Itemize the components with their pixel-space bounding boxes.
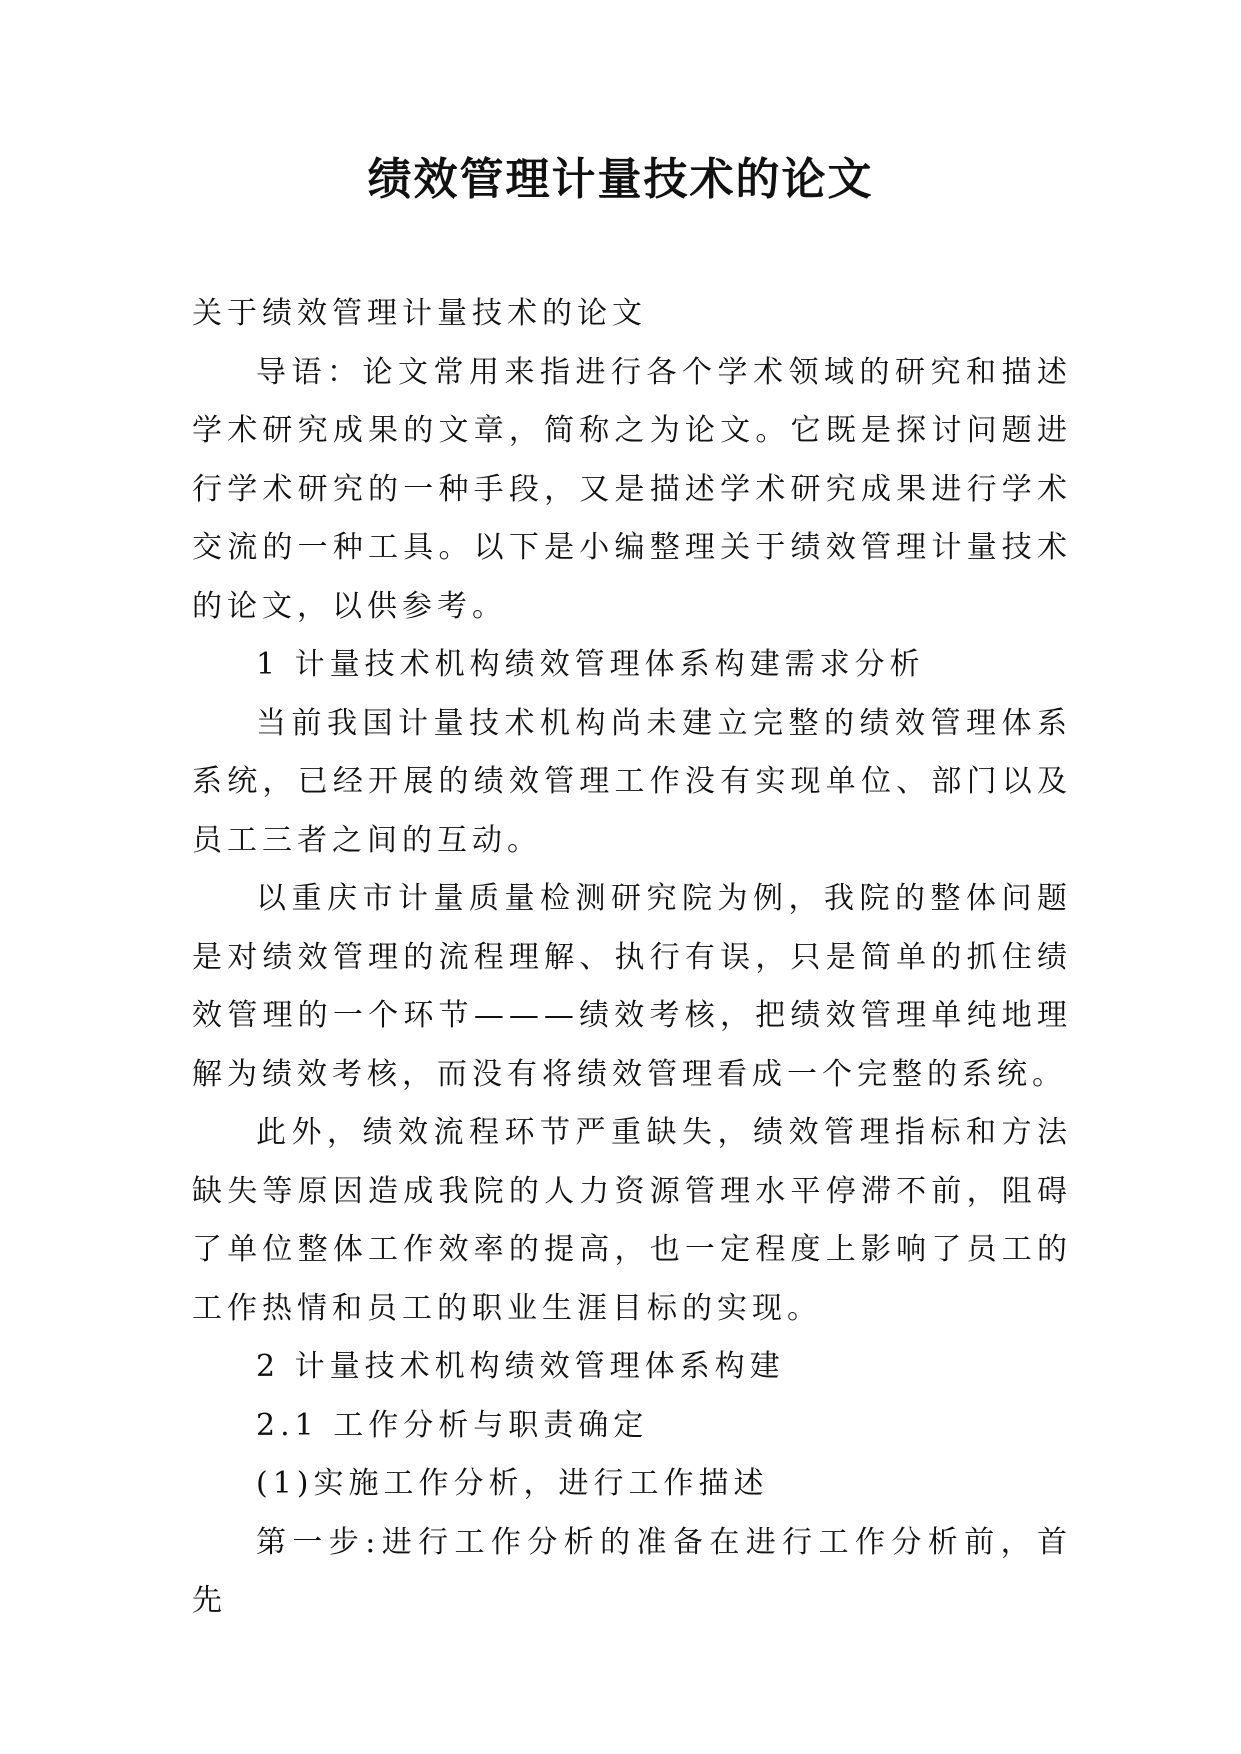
list-item-heading: (1)实施工作分析，进行工作描述 — [256, 1466, 769, 1501]
body-paragraph: 当前我国计量技术机构尚未建立完整的绩效管理体系系统，已经开展的绩效管理工作没有实现单位、部门以及员工三者之间的互动。 — [192, 705, 1072, 858]
body-paragraph: 此外，绩效流程环节严重缺失，绩效管理指标和方法缺失等原因造成我院的人力资源管理水平停滞不前，阻碍了单位整体工作效率的提高，也一定程度上影响了员工的工作热情和员工的职业生涯目标的实现。 — [192, 1115, 1072, 1326]
document-body — [192, 285, 1072, 1631]
body-paragraph: 以重庆市计量质量检测研究院为例，我院的整体问题是对绩效管理的流程理解、执行有误，只是简单的抓住绩效管理的一个环节———绩效考核，把绩效管理单纯地理解为绩效考核，而没有将绩效管理看成一个完整的系统。 — [192, 881, 1072, 1092]
subsection-heading-2-1: 2.1 工作分析与职责确定 — [256, 1407, 649, 1443]
section-heading-2: 2 计量技术机构绩效管理体系构建 — [256, 1349, 785, 1384]
document-title: 绩效管理计量技术的论文 — [367, 154, 874, 205]
subtitle-paragraph: 关于绩效管理计量技术的论文 — [192, 296, 647, 331]
body-paragraph: 第一步:进行工作分析的准备在进行工作分析前，首先 — [192, 1524, 1072, 1618]
intro-paragraph: 导语：论文常用来指进行各个学术领域的研究和描述学术研究成果的文章，简称之为论文。它既是探讨问题进行学术研究的一种手段，又是描述学术研究成果进行学术交流的一种工具。以下是小编整理关于绩效管理计量技术的论文，以供参考。 — [192, 354, 1072, 624]
section-heading-1: 1 计量技术机构绩效管理体系构建需求分析 — [256, 647, 925, 682]
